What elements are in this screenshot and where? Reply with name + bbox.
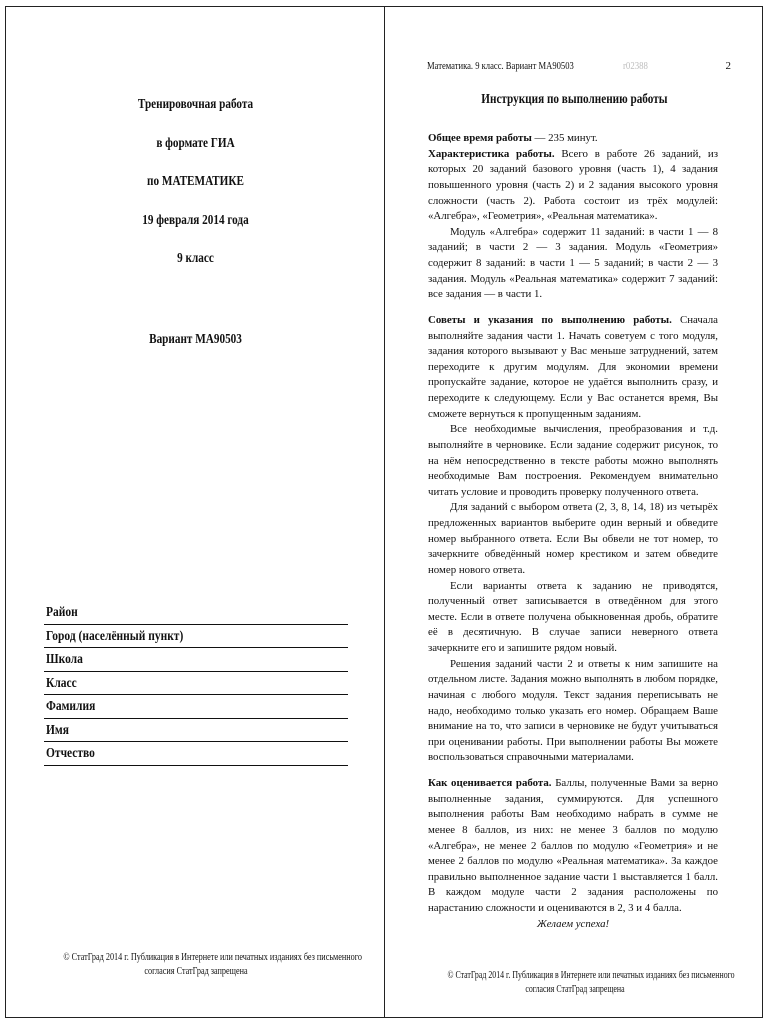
page-number: 2: [725, 60, 731, 72]
part2-paragraph: Решения заданий части 2 и ответы к ним запишите на отдельном листе. Задания можно выполнять в любом порядке, начиная с любого модуля. Текст задания переписывать не надо, необходимо только указать его номер. Обращаем Ваше внимание на то, что записи в черновике не будут учитываться при оценивании работы. При выполнении работы Вы можете воспользоваться справочными материалами.: [428, 657, 718, 764]
title-line: 9 класс: [177, 251, 214, 266]
title-line: Тренировочная работа: [137, 97, 254, 112]
characteristics-paragraph: [428, 147, 718, 225]
time-text: — 235 минут.: [531, 132, 598, 144]
footer-line: согласия СтатГрад запрещена: [144, 966, 248, 977]
field-school[interactable]: [44, 648, 348, 672]
page-header: [427, 60, 731, 76]
time-paragraph: [428, 131, 718, 147]
field-label: Район: [46, 605, 78, 620]
field-district[interactable]: [44, 601, 348, 625]
characteristics-text: Всего в работе 26 заданий, из которых 20 заданий базового уровня (часть 1), 4 задания повышенного уровня (часть 2) и 2 задания высокого уровня сложности (часть 2). Работа состоит из трёх модулей: «Алгебра», «Геометрия», «Реальная математика».: [428, 147, 718, 223]
field-city[interactable]: [44, 625, 348, 649]
footer-line: © СтатГрад 2014 г. Публикация в Интернете или печатных изданиях без письменного: [447, 970, 735, 981]
modules-paragraph: Модуль «Алгебра» содержит 11 заданий: в части 1 — 8 заданий; в части 2 — 3 задания. Модуль «Геометрия» содержит 8 заданий: в части 1 — 5 заданий; в части 2 — 3 задания. Модуль «Реальная математика» содержит 7 заданий: все задания — в части 1.: [428, 225, 718, 301]
field-class[interactable]: [44, 672, 348, 696]
page-divider: [384, 6, 385, 1018]
copyright-footer: [26, 951, 366, 979]
footer-line: согласия СтатГрад запрещена: [525, 984, 625, 995]
characteristics-label: Характеристика работы.: [428, 147, 555, 160]
header-subject: Математика. 9 класс. Вариант МА90503: [427, 60, 574, 72]
time-label: Общее время работы: [428, 132, 532, 144]
copyright-footer: [405, 969, 745, 997]
field-patronymic[interactable]: [44, 742, 348, 766]
grading-label: Как оценивается работа.: [428, 777, 552, 789]
header-code: r02388: [623, 60, 648, 72]
choice-paragraph: Для заданий с выбором ответа (2, 3, 8, 14, 18) из четырёх предложенных вариантов выберите один верный и обведите номер выбранного ответа. Если Вы обвели не тот номер, то зачеркните обведённый номер крестиком и затем обведите номер нового ответа.: [428, 501, 718, 576]
draft-paragraph: Все необходимые вычисления, преобразования и т.д. выполняйте в черновике. Если задание содержит рисунок, то на нём непосредственно в тексте работы можно выполнять необходимые Вам построения. Рекомендуем внимательно читать условие и проводить проверку полученного ответа.: [428, 423, 718, 498]
student-info-form: [44, 601, 348, 766]
field-label: Школа: [46, 652, 83, 667]
instructions-body: [428, 131, 718, 932]
grading-paragraph: [428, 776, 718, 917]
instructions-page: [384, 6, 763, 1018]
title-block: [44, 95, 347, 288]
field-label: Отчество: [46, 746, 95, 761]
field-label: Класс: [46, 675, 77, 691]
variant-label: Вариант МА90503: [149, 332, 242, 347]
field-label: Имя: [46, 722, 69, 738]
page-title: Инструкция по выполнению работы: [481, 92, 668, 107]
footer-line: © СтатГрад 2014 г. Публикация в Интернете или печатных изданиях без письменного: [63, 952, 362, 963]
title-line: по МАТЕМАТИКЕ: [147, 174, 244, 189]
field-label: Город (населённый пункт): [46, 628, 184, 644]
field-surname[interactable]: [44, 695, 348, 719]
title-page: [5, 6, 384, 1018]
field-name[interactable]: [44, 719, 348, 743]
answer-paragraph: Если варианты ответа к заданию не приводятся, полученный ответ записывается в отведённом для этого месте. Если в ответе получена обыкновенная дробь, обратите её в десятичную. В случае записи неверного ответа зачеркните его и запишите рядом новый.: [428, 579, 718, 654]
grading-text: Баллы, полученные Вами за верно выполненные задания, суммируются. Для успешного выполнения работы Вам необходимо набрать в сумме не менее 8 баллов, из них: не менее 3 баллов по модулю «Алгебра», не менее 2 баллов по модулю «Геометрия» и не менее 2 баллов по модулю «Реальная математика». За каждое правильно выполненное задание части 1 выставляется 1 балл. В каждом модуле части 2 задания расположены по нарастанию сложности и оцениваются в 2, 3 и 4 балла.: [428, 777, 718, 914]
title-line: в формате ГИА: [156, 135, 235, 151]
tips-label: Советы и указания по выполнению работы.: [428, 313, 672, 326]
signoff: Желаем успеха!: [536, 917, 610, 930]
tips-text: Сначала выполняйте задания части 1. Начать советуем с того модуля, задания которого вызывают у Вас меньше затруднений, затем переходите к другим модулям. Для экономии времени пропускайте задание, которое не удаётся выполнить сразу, и переходите к следующему. Если у Вас останется время, Вы сможете вернуться к пропущенным заданиям.: [428, 313, 718, 420]
title-line: 19 февраля 2014 года: [142, 212, 249, 228]
tips-paragraph: [428, 313, 718, 422]
field-label: Фамилия: [46, 699, 96, 714]
